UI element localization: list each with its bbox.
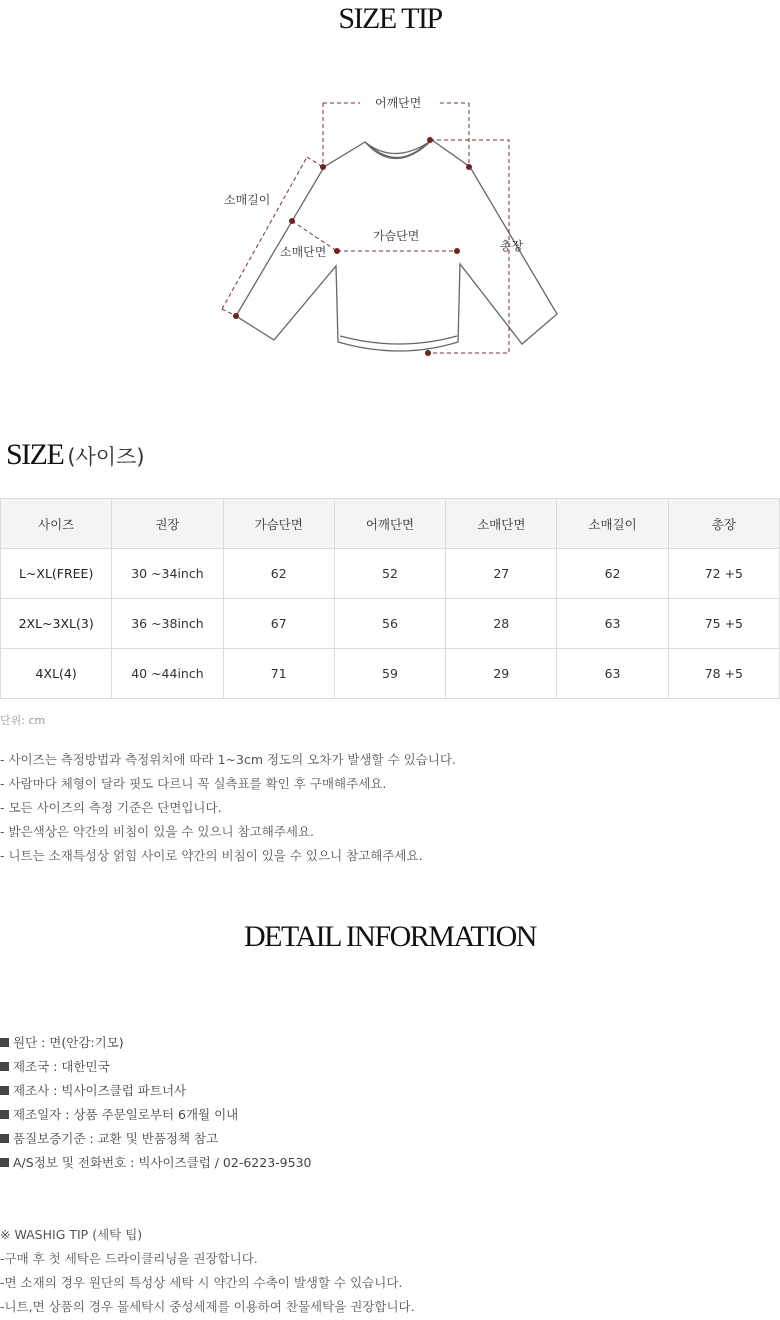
detail-information-title: DETAIL INFORMATION <box>244 920 536 953</box>
size-tip-title: SIZE TIP <box>338 2 442 35</box>
table-row <box>1 599 780 649</box>
list-item <box>0 1103 312 1127</box>
list-item <box>0 1055 312 1079</box>
header-sleeve-length: 소매길이 <box>557 499 668 549</box>
table-cell: 4XL(4) <box>1 649 112 699</box>
table-cell: 63 <box>557 599 668 649</box>
size-heading-main: SIZE <box>6 438 64 471</box>
table-row <box>1 649 780 699</box>
detail-text: A/S정보 및 전화번호 : 빅사이즈클럽 / 02-6223-9530 <box>13 1155 312 1170</box>
header-size: 사이즈 <box>1 499 112 549</box>
table-cell: 30 ~34inch <box>112 549 223 599</box>
label-shoulder: 어깨단면 <box>375 96 422 110</box>
header-recommended: 권장 <box>112 499 223 549</box>
table-cell: 28 <box>446 599 557 649</box>
size-measurement-diagram <box>0 90 780 370</box>
table-cell: 62 <box>223 549 334 599</box>
label-total-length: 총장 <box>500 239 524 253</box>
list-item: - 사람마다 체형이 달라 핏도 다르니 꼭 실측표를 확인 후 구매해주세요. <box>0 776 387 791</box>
detail-text: 제조사 : 빅사이즈클럽 파트너사 <box>13 1083 187 1098</box>
size-table-header <box>1 499 780 549</box>
list-item <box>0 1031 312 1055</box>
table-cell: 59 <box>334 649 445 699</box>
header-chest: 가슴단면 <box>223 499 334 549</box>
square-bullet-icon <box>0 1134 9 1143</box>
table-cell: 27 <box>446 549 557 599</box>
label-sleeve-length: 소매길이 <box>224 193 271 207</box>
size-table <box>0 498 780 699</box>
measurement-markers <box>233 137 472 356</box>
table-cell: 40 ~44inch <box>112 649 223 699</box>
list-item <box>0 1151 312 1175</box>
table-cell: 29 <box>446 649 557 699</box>
table-cell: 56 <box>334 599 445 649</box>
list-item: -니트,면 상품의 경우 물세탁시 중성세제를 이용하여 찬물세탁을 권장합니다. <box>0 1299 415 1314</box>
washing-tip-list <box>0 1223 415 1319</box>
detail-info-list <box>0 1031 312 1175</box>
list-item: - 사이즈는 측정방법과 측정위치에 따라 1~3cm 정도의 오차가 발생할 수 있습니다. <box>0 752 456 767</box>
table-cell: 62 <box>557 549 668 599</box>
detail-text: 제조일자 : 상품 주문일로부터 6개월 이내 <box>13 1107 239 1122</box>
label-sleeve-width: 소매단면 <box>280 245 327 259</box>
washing-tip-title: ※ WASHIG TIP (세탁 팁) <box>0 1227 143 1242</box>
size-heading <box>6 438 145 472</box>
detail-text: 제조국 : 대한민국 <box>13 1059 110 1074</box>
table-cell: 36 ~38inch <box>112 599 223 649</box>
table-cell: 72 +5 <box>668 549 779 599</box>
list-item: - 밝은색상은 약간의 비침이 있을 수 있으니 참고해주세요. <box>0 824 315 839</box>
square-bullet-icon <box>0 1038 9 1047</box>
square-bullet-icon <box>0 1110 9 1119</box>
list-item: -구매 후 첫 세탁은 드라이클리닝을 권장합니다. <box>0 1251 258 1266</box>
header-total-length: 총장 <box>668 499 779 549</box>
list-item: - 모든 사이즈의 측정 기준은 단면입니다. <box>0 800 222 815</box>
label-chest: 가슴단면 <box>373 229 420 243</box>
table-cell: L~XL(FREE) <box>1 549 112 599</box>
table-cell: 75 +5 <box>668 599 779 649</box>
size-heading-sub: (사이즈) <box>67 445 145 469</box>
square-bullet-icon <box>0 1158 9 1167</box>
table-cell: 63 <box>557 649 668 699</box>
list-item <box>0 1127 312 1151</box>
list-item: - 니트는 소재특성상 얽힘 사이로 약간의 비침이 있을 수 있으니 참고해주세요. <box>0 848 423 863</box>
table-cell: 71 <box>223 649 334 699</box>
detail-text: 원단 : 면(안감:기모) <box>13 1035 124 1050</box>
square-bullet-icon <box>0 1086 9 1095</box>
table-cell: 78 +5 <box>668 649 779 699</box>
measurement-guides <box>222 103 509 353</box>
table-cell: 2XL~3XL(3) <box>1 599 112 649</box>
table-row <box>1 549 780 599</box>
unit-note: 단위: cm <box>0 714 46 727</box>
list-item: -면 소재의 경우 원단의 특성상 세탁 시 약간의 수축이 발생할 수 있습니다. <box>0 1275 403 1290</box>
size-notes-list <box>0 748 456 868</box>
square-bullet-icon <box>0 1062 9 1071</box>
header-sleeve-width: 소매단면 <box>446 499 557 549</box>
table-cell: 52 <box>334 549 445 599</box>
table-cell: 67 <box>223 599 334 649</box>
header-shoulder: 어깨단면 <box>334 499 445 549</box>
list-item <box>0 1079 312 1103</box>
detail-text: 품질보증기준 : 교환 및 반품정책 참고 <box>13 1131 219 1146</box>
